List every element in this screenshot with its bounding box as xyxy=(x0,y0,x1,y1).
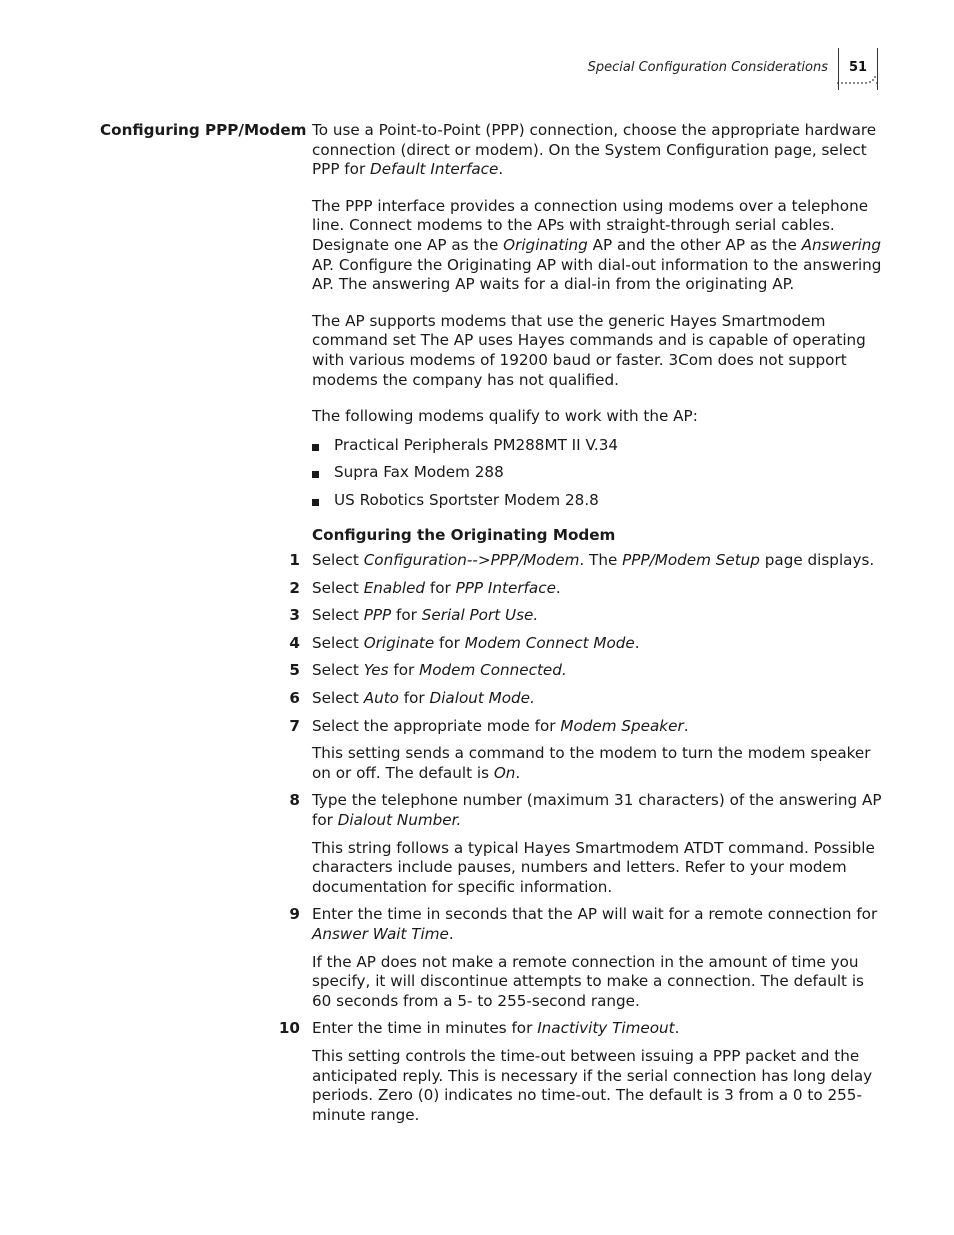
step-note xyxy=(312,839,884,898)
step-number: 9 xyxy=(289,905,300,924)
paragraph xyxy=(312,407,884,427)
step-note xyxy=(312,1047,884,1125)
paragraph-text: AP and the other AP as the xyxy=(587,235,802,254)
main-content xyxy=(278,121,884,1133)
section-heading: Configuring PPP/Modem xyxy=(100,121,307,139)
step-text xyxy=(312,661,884,681)
step-text: for xyxy=(391,606,422,625)
decorative-dots-icon xyxy=(836,75,882,87)
step-number: 1 xyxy=(289,551,300,570)
step-text: for xyxy=(398,689,430,708)
step-text xyxy=(312,579,884,599)
step-item xyxy=(289,689,884,709)
paragraph-text: The following modems qualify to work with the AP: xyxy=(312,407,698,426)
step-item xyxy=(289,606,884,626)
step-item xyxy=(289,578,884,599)
step-item xyxy=(289,661,884,681)
modem-list-item: US Robotics Sportster Modem 28.8 xyxy=(312,491,884,511)
step-emphasis: Modem Speaker xyxy=(560,716,684,735)
step-text: page displays. xyxy=(759,551,875,570)
step-list xyxy=(278,551,884,1125)
step-text: . xyxy=(683,716,689,735)
page-number: 51 xyxy=(848,60,868,75)
step-emphasis: Modem Connect Mode xyxy=(464,633,635,652)
paragraph-emphasis: Originating xyxy=(503,235,588,254)
step-text: Select xyxy=(312,689,364,708)
paragraph-text: AP. Configure the Originating AP with dial-out information to the answering AP. The answering AP waits for a dial-in from the originating AP. xyxy=(312,255,882,294)
paragraph xyxy=(312,312,884,390)
step-emphasis: PPP/Modem Setup xyxy=(622,551,760,570)
step-item xyxy=(289,905,884,1011)
step-text: . The xyxy=(579,551,623,570)
step-text: for xyxy=(425,578,456,597)
paragraph-emphasis: Answering xyxy=(801,235,882,254)
paragraph xyxy=(312,121,884,180)
paragraph-text: To use a Point-to-Point (PPP) connection, choose the appropriate hardware connection (direct or modem). On the System Configuration page, select PPP for xyxy=(312,121,877,179)
step-item xyxy=(289,791,884,897)
step-text: . xyxy=(674,1019,680,1038)
step-emphasis: Modem Connected. xyxy=(419,661,567,680)
step-emphasis: PPP Interface xyxy=(455,578,556,597)
step-text xyxy=(312,634,884,654)
paragraph-text: The AP supports modems that use the generic Hayes Smartmodem command set The AP uses Hayes commands and is capable of operating with various modems of 19200 baud or faster. 3Com does not support modems the company has not qualified. xyxy=(312,311,866,389)
step-number: 2 xyxy=(289,578,300,597)
step-note xyxy=(312,953,884,1012)
step-text xyxy=(312,905,884,944)
step-item xyxy=(289,633,884,654)
step-text: Type the telephone number (maximum 31 characters) of the answering AP for xyxy=(312,791,882,830)
step-note xyxy=(312,744,884,783)
step-note-text: This string follows a typical Hayes Smartmodem ATDT command. Possible characters include pauses, numbers and letters. Refer to your modem documentation for specific information. xyxy=(312,838,875,896)
step-number: 5 xyxy=(289,661,300,680)
step-number: 8 xyxy=(289,791,300,810)
step-text: . xyxy=(448,925,454,943)
paragraph-text: . xyxy=(498,160,504,179)
step-emphasis: Inactivity Timeout xyxy=(537,1019,675,1038)
step-emphasis: Auto xyxy=(363,689,399,708)
step-text xyxy=(312,717,884,737)
step-text xyxy=(312,1019,884,1039)
step-note-text: . xyxy=(515,763,521,782)
step-emphasis: PPP xyxy=(363,606,392,625)
step-text xyxy=(312,606,884,626)
step-text: Select xyxy=(312,578,364,597)
step-item xyxy=(278,1019,884,1125)
step-number: 6 xyxy=(289,689,300,708)
running-header: Special Configuration Considerations xyxy=(587,60,828,75)
modem-list-item: Practical Peripherals PM288MT II V.34 xyxy=(312,436,884,456)
step-text xyxy=(312,791,884,830)
step-text: for xyxy=(434,633,465,652)
modem-list xyxy=(312,436,884,511)
step-emphasis: Dialout Mode. xyxy=(429,689,535,708)
step-text xyxy=(312,551,884,571)
step-note-text: This setting controls the time-out between issuing a PPP packet and the anticipated reply. This is necessary if the serial connection has long delay periods. Zero (0) indicates no time-out. The default is 3 from a 0 to 255-minute range. xyxy=(312,1046,873,1124)
step-number: 7 xyxy=(289,716,300,735)
step-note-emphasis: On xyxy=(493,763,516,782)
step-emphasis: Answer Wait Time xyxy=(312,925,449,943)
step-note-text: If the AP does not make a remote connection in the amount of time you specify, it will discontinue attempts to make a connection. The default is 60 seconds from a 5- to 255-second range. xyxy=(312,952,864,1010)
step-number: 4 xyxy=(289,633,300,652)
step-text xyxy=(312,689,884,709)
step-text: for xyxy=(388,661,420,680)
step-text: Select xyxy=(312,551,364,570)
step-emphasis: Originate xyxy=(363,633,435,652)
step-text: . xyxy=(555,578,561,597)
intro-paragraphs xyxy=(312,121,884,427)
step-text: Select the appropriate mode for xyxy=(312,716,561,735)
step-text: Select xyxy=(312,661,364,680)
step-text: Select xyxy=(312,633,364,652)
step-number: 10 xyxy=(278,1019,300,1038)
paragraph-emphasis: Default Interface xyxy=(370,160,499,179)
step-text: Enter the time in seconds that the AP will wait for a remote connection for xyxy=(312,905,878,924)
step-emphasis: Yes xyxy=(363,661,389,680)
modem-list-item: Supra Fax Modem 288 xyxy=(312,463,884,483)
subheading: Configuring the Originating Modem xyxy=(312,525,616,544)
step-emphasis: Dialout Number. xyxy=(337,811,462,830)
step-text: Enter the time in minutes for xyxy=(312,1019,538,1038)
step-text: . xyxy=(634,633,640,652)
step-emphasis: Enabled xyxy=(363,578,426,597)
paragraph-text: The PPP interface provides a connection using modems over a telephone line. Connect modems to the APs with straight-through serial cables. Designate one AP as the xyxy=(312,196,869,254)
step-number: 3 xyxy=(289,606,300,625)
paragraph xyxy=(312,197,884,295)
step-note-text: This setting sends a command to the modem to turn the modem speaker on or off. The default is xyxy=(312,744,871,782)
step-text: Select xyxy=(312,606,364,625)
step-emphasis: Configuration-->PPP/Modem xyxy=(363,551,580,570)
step-emphasis: Serial Port Use. xyxy=(421,606,539,625)
step-item xyxy=(289,551,884,571)
step-item xyxy=(289,716,884,784)
